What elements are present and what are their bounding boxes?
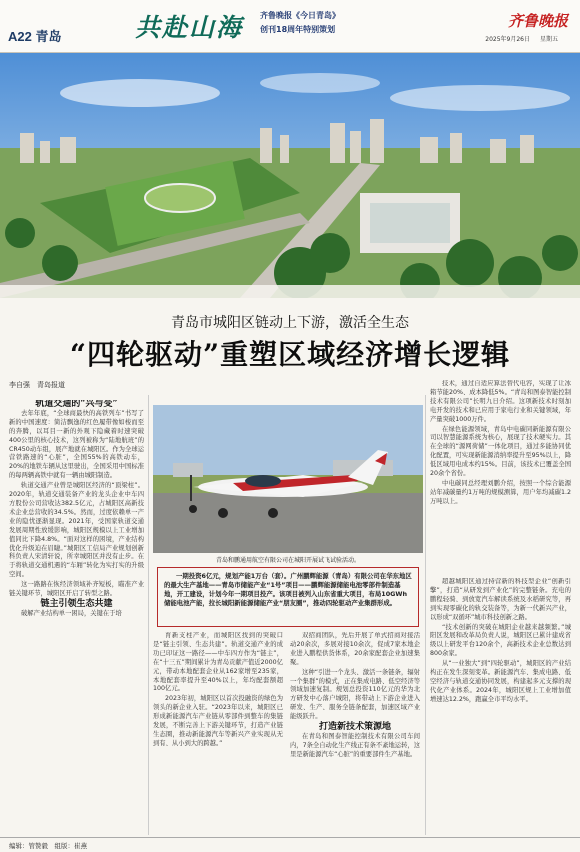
paragraph: 这一路路在恢经济领域补齐短板，瞄准产业链关键环节，城阳区开启了转型之路。 [9,581,144,598]
paragraph: 育新支柱产业，而城阳区找到的突破口是“链主引领、生态共建”。轨道交通产业的成功已印证这一路径——中车四方作为“链主”，在“十三五”期间累计为青岛贡献产值近2000亿元，带动本地配套企业从162家增至235家，本地配套率提升至40%以上，年均配套额超100亿元。 [153,632,283,693]
highlight-box: 一期投资6亿元，规划产能1万台（套）。广州鹏辉能源（青岛）有限公司在华东地区的最大生产基地——青岛市储能产业“1号”项目——鹏辉能源储能电池零部件制造基地，开工建设，计划今年一期项目投产。该项目被列入山东省重大项目，布局10GWh储能电池产能，拉长城阳新能源储能产业“朋友圈”，推动四轮驱动产业集群形成。 [157,567,419,627]
byline: 李自强 青岛报道 [9,381,65,389]
issue-date: 2025年9月26日 [485,36,530,43]
subheadline: 青岛市城阳区链动上下游，激活全生态 [171,315,409,331]
paragraph: 中电碳同总经理刘鹏介绍，按照一个综合能源站年减碳量约1万吨的规模测算，用户年均减碳1.2万吨以上。 [430,479,571,505]
article-column-2 [153,632,283,833]
paragraph: 在青岛和图泰智能控制技术有限公司车间内，7条全自动化生产线正有条不紊地运转，这里是新能源汽车“心脏”的重要部件生产基地。 [290,732,420,758]
paragraph: 双招商团队，先后开展了单式招商对接活动20余次，多展对接10余次，促成7家本地企业进入鹏程供货体系，20余家配套企业加速集聚。 [290,632,420,666]
column-divider [148,395,149,835]
section-heading-rail: 轨道交通的“兴与变” [35,400,118,409]
paragraph: 在绿色能源领域，青岛中电碳同新能源有限公司以智慧能源系统为核心，展现了技术硬实力。其在全球的“源网荷储”一体化项目，通过多能协同优化配置，可实现新能源消纳率提升至95%以上，降低区域用电成本约15%。目前，该技术已覆盖全国20余个省份。 [430,425,571,478]
paragraph: “技术创新的突破在城阳企业越来越频繁。”城阳区发展和改革局负责人说，城阳区已累计建成省级以上研发平台120余个，高新技术企业总数达到800余家。 [430,623,571,658]
aircraft-photo [153,405,423,553]
aerial-city-photo [0,53,580,298]
banner-title: 共赴山海 [135,13,244,42]
column-divider [425,395,426,835]
paragraph: 去年年底，“全球商最快的高铁列车”书写了新的中国速度：简洁飘逸的红色履带像如梭而至的奔腾，以耳目一新的外观下隐藏着时速突破400公里的核心技术，这列被称为“陆地航班”的CR450动车组，展产地就在城阳区。作为全球运营铁路速的“心脏”，全国55%的高铁动车，20%的地铁车辆从这里驶出，全国采用中国标准的每两辆高铁中就有一辆由城阳制造。 [9,409,144,480]
headline: “四轮驱动”重塑区域经济增长逻辑 [69,338,511,371]
paragraph: 2023年初，城阳区以首次投融资的绿色为领头的新企业入驻。“2023年以来，城阳区已形成新能源汽车产业链从零部件到整车的集链发展，不断完善上下游关键环节，打造产业链生态圈，推动新能源汽车等新兴产业实现从无到有、从小到大的跨越。” [153,695,283,747]
page-footer [0,837,580,852]
banner-subtitle-1: 齐鲁晚报《今日青岛》 [260,11,340,20]
page-number: A22 青岛 [8,29,62,44]
article-column-4 [430,380,571,575]
newspaper-logo: 齐鲁晚报 [507,12,568,30]
paragraph: 破解产业结构单一困局，关键在于培 [21,609,122,617]
photo-caption: 青岛和鹏通用航空有限公司在城阳开展试飞试验活动。 [215,557,360,564]
section-heading-tech: 打造新技术策源地 [318,722,391,733]
paragraph: 从“一业独大”到“四轮驱动”，城阳区的产业结构正在发生深刻变革。新能源汽车、集成电路、低空经济与轨道交通协同发展，构建起多元支撑的现代化产业体系。2024年，城阳区规上工业增加值增速达12.2%，跑赢全市平均水平。 [430,660,571,703]
issue-weekday: 星期五 [539,36,558,43]
paragraph: 技术，通过自适应算法替代电容，实现了让冰箱节能20%、成本降低5%。“青岛和图泰智能控制技术有限公司”长明九日介绍。这项新技术时刻加电开发的技术和已应用于家电行业和关键领域，年产量突破1000万件。 [430,380,571,423]
paragraph: 超越城阳区通过持营新的科技型企业“创新引擎”，打造“从研发到产业化”的完整链条。充电的鹏程轻骑、到放宽汽车解读系统及水稻研究等，再到实现零碳化的轨交装备等，为新一代新兴产业，以形成“双循环”城市科技创新之路。 [430,578,571,621]
editor-credit: 编辑：管赞毅 组版：崔燕 [9,842,87,850]
article-column-5 [430,578,571,833]
section-heading-chain: 链主引领生态共建 [40,598,113,609]
article-column-1 [9,400,144,833]
article-column-3 [290,632,420,833]
paragraph: 这种“引进一个龙头、激活一条链条，辐射一个集群”的模式，正在集成电路、低空经济等领域加速复制。规划总投资110亿元的华为北方研发中心落户城阳，将带动上下游企业进入研发、生产、服务全链条配套，加速区域产业能级跃升。 [290,668,420,721]
page-header [0,0,580,53]
banner-subtitle-2: 创刊18周年特别策划 [260,25,336,34]
paragraph: 轨道交通产业曾是城阳区经济的“顶梁柱”。2020年，轨道交通装备产业的龙头企业中车四方股份公司营收达382.5亿元，占城阳区高新技术企业总营收的34.5%。然而，过度依赖单一产业的隐忧逐渐显现。2021年，受国家轨道交通发展周期性放缓影响，城阳区规模以上工业增加值同比下降4.8%。“面对这样的困境，产业结构优化升级迫在眉睫。”城阳区工信局产业规划创新科负责人宋清轩说，所幸城阳区并没有止步。在于将轨道交通机遇的“车厢”转化为实打实的升级空间。 [9,482,144,579]
